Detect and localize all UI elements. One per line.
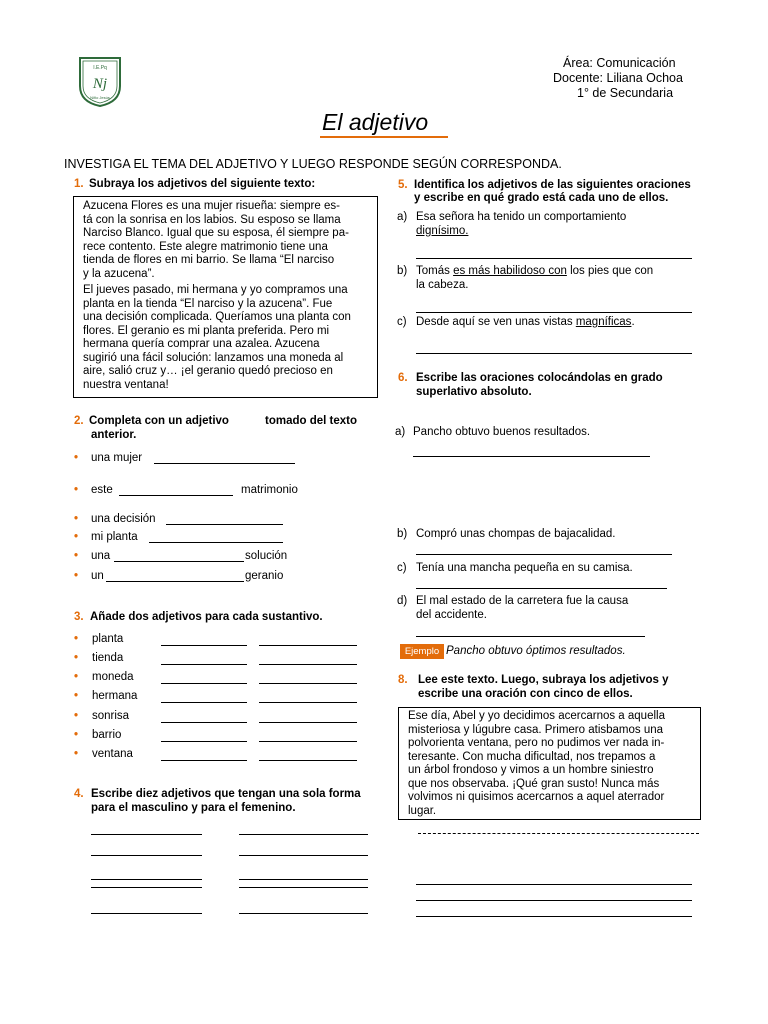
q3-noun: moneda bbox=[92, 671, 134, 683]
logo-monogram: Nj bbox=[92, 76, 108, 92]
answer-line[interactable] bbox=[161, 702, 247, 703]
q8-paragraph bbox=[408, 710, 692, 818]
q8-line: misteriosa y lúgubre casa. Primero atisbamos una bbox=[408, 723, 664, 736]
q6b-label: b) bbox=[397, 528, 408, 540]
q3-text: Añade dos adjetivos para cada sustantivo. bbox=[90, 611, 323, 623]
q6d-label: d) bbox=[397, 595, 408, 607]
q8-line: Ese día, Abel y yo decidimos acercarnos a aquella bbox=[408, 710, 665, 722]
bullet: • bbox=[74, 652, 79, 664]
q1-line: flores. El geranio es mi planta preferida. Pero mi bbox=[83, 324, 330, 337]
q1-line: El jueves pasado, mi hermana y yo compramos una bbox=[83, 284, 348, 296]
q5b-label: b) bbox=[397, 265, 408, 277]
q6a-label: a) bbox=[395, 426, 406, 438]
q6-line1: Escribe las oraciones colocándolas en grado bbox=[416, 372, 663, 384]
answer-line[interactable] bbox=[416, 884, 692, 885]
answer-line[interactable] bbox=[161, 741, 247, 742]
q3-noun: hermana bbox=[92, 690, 138, 702]
q5c-label: c) bbox=[397, 316, 407, 328]
q5b-sentence bbox=[416, 265, 653, 279]
q5a-underlined: dignísimo. bbox=[416, 225, 469, 237]
q8-line: que nos observaba. ¡Qué gran susto! Nunca más bbox=[408, 777, 660, 790]
answer-line[interactable] bbox=[161, 645, 247, 646]
q5-line1: Identifica los adjetivos de las siguientes oraciones bbox=[414, 179, 691, 191]
q8-number: 8. bbox=[398, 674, 408, 686]
answer-line[interactable] bbox=[259, 741, 357, 742]
q6c-text: Tenía una mancha pequeña en su camisa. bbox=[416, 562, 633, 574]
q4-line1: Escribe diez adjetivos que tengan una sola forma bbox=[91, 788, 361, 800]
bullet: • bbox=[74, 710, 79, 722]
q1-line: tienda de flores en mi barrio. Se llama “El narciso bbox=[83, 254, 335, 266]
q8-line: volvimos ni quisimos acercarnos a aquel aterrador bbox=[408, 791, 665, 803]
logo-top-text: I.E.Pq bbox=[93, 65, 107, 71]
q2-item-pre: mi planta bbox=[91, 531, 138, 543]
answer-line[interactable] bbox=[161, 722, 247, 723]
answer-line[interactable] bbox=[259, 702, 357, 703]
answer-line[interactable] bbox=[239, 913, 368, 914]
answer-line[interactable] bbox=[91, 887, 202, 888]
q8-line2: escribe una oración con cinco de ellos. bbox=[418, 688, 633, 700]
answer-line[interactable] bbox=[239, 834, 368, 835]
q1-line: sugirió una fácil solución: lanzamos una moneda al bbox=[83, 351, 344, 364]
answer-line[interactable] bbox=[416, 900, 692, 901]
answer-line[interactable] bbox=[416, 353, 692, 354]
q2-number: 2. bbox=[74, 415, 84, 427]
bullet: • bbox=[74, 633, 79, 645]
q2-item-pre: un bbox=[91, 570, 104, 582]
answer-line[interactable] bbox=[239, 887, 368, 888]
q2-item-post: solución bbox=[245, 550, 288, 562]
q5c-pre: Desde aquí se ven unas vistas bbox=[416, 316, 576, 328]
answer-line[interactable] bbox=[161, 760, 247, 761]
q1-number: 1. bbox=[74, 178, 84, 190]
q3-noun: ventana bbox=[92, 748, 133, 760]
q2-item-post: matrimonio bbox=[241, 484, 298, 496]
q5c-sentence bbox=[416, 316, 635, 330]
header-grado: 1° de Secundaria bbox=[577, 86, 674, 100]
bullet: • bbox=[74, 671, 79, 683]
q8-line: teresante. Con mucha dificultad, nos trepamos a bbox=[408, 750, 656, 763]
q1-line: Azucena Flores es una mujer risueña: siempre es- bbox=[83, 200, 340, 212]
q5a-text: Esa señora ha tenido un comportamiento bbox=[416, 211, 627, 223]
bullet: • bbox=[74, 570, 79, 582]
q8-line: polvorienta ventana, pero no pudimos ver nada in- bbox=[408, 737, 665, 749]
answer-line[interactable] bbox=[239, 855, 368, 856]
q1-line: planta en la tienda “El narciso y la azucena”. Fue bbox=[83, 297, 333, 310]
answer-line[interactable] bbox=[239, 879, 368, 880]
answer-line[interactable] bbox=[416, 636, 645, 637]
answer-line[interactable] bbox=[154, 463, 295, 464]
bullet: • bbox=[74, 452, 79, 464]
q3-noun: sonrisa bbox=[92, 710, 130, 722]
q6a-text: Pancho obtuvo buenos resultados. bbox=[413, 426, 591, 438]
q1-paragraph-2 bbox=[83, 284, 368, 392]
q6d-text: El mal estado de la carretera fue la causa bbox=[416, 595, 629, 607]
answer-line[interactable] bbox=[161, 664, 247, 665]
answer-line[interactable] bbox=[416, 916, 692, 917]
bullet: • bbox=[74, 513, 79, 525]
q5b-underlined: es más habilidoso con bbox=[453, 265, 567, 277]
q1-line: rece contento. Este alegre matrimonio tiene una bbox=[83, 240, 328, 253]
q5b-line2: la cabeza. bbox=[416, 279, 469, 291]
q6c-label: c) bbox=[397, 562, 407, 574]
q8-line1: Lee este texto. Luego, subraya los adjetivos y bbox=[418, 674, 669, 686]
q2-item-pre: una mujer bbox=[91, 452, 143, 464]
page-title: El adjetivo bbox=[322, 109, 429, 135]
bullet: • bbox=[74, 484, 79, 496]
q1-line: hermana quería comprar una azalea. Azucena bbox=[83, 338, 320, 350]
answer-line[interactable] bbox=[91, 855, 202, 856]
bullet: • bbox=[74, 729, 79, 741]
q3-number: 3. bbox=[74, 611, 84, 623]
q4-line2: para el masculino y para el femenino. bbox=[91, 802, 296, 814]
q1-line: nuestra ventana! bbox=[83, 378, 169, 391]
q2-item-pre: este bbox=[91, 484, 113, 496]
q5c-underlined: magníficas bbox=[575, 316, 632, 328]
q2-text-b: tomado del texto bbox=[265, 415, 358, 427]
answer-line[interactable] bbox=[91, 834, 202, 835]
answer-line[interactable] bbox=[106, 581, 244, 582]
answer-line[interactable] bbox=[259, 645, 357, 646]
q6d-text2: del accidente. bbox=[416, 609, 487, 621]
q2-item-pre: una decisión bbox=[91, 513, 156, 525]
q1-paragraph-1 bbox=[83, 200, 368, 281]
q3-noun: tienda bbox=[92, 652, 124, 664]
q2-text-a: Completa con un adjetivo bbox=[89, 415, 229, 427]
example-badge: Ejemplo bbox=[400, 644, 444, 659]
answer-line[interactable] bbox=[259, 664, 357, 665]
q5b-pre: Tomás bbox=[416, 265, 454, 277]
q1-line: Narciso Blanco. Igual que su esposa, él siempre pa- bbox=[83, 227, 349, 239]
answer-line[interactable] bbox=[416, 588, 667, 589]
q6-line2: superlativo absoluto. bbox=[416, 386, 532, 398]
answer-line[interactable] bbox=[166, 524, 283, 525]
q1-text: Subraya los adjetivos del siguiente texto: bbox=[89, 178, 316, 190]
q5-number: 5. bbox=[398, 179, 408, 191]
q2-item-post: geranio bbox=[245, 570, 284, 582]
bullet: • bbox=[74, 531, 79, 543]
answer-line[interactable] bbox=[91, 879, 202, 880]
q2-item-pre: una bbox=[91, 550, 111, 562]
header-docente: Docente: Liliana Ochoa bbox=[553, 71, 683, 85]
answer-line[interactable] bbox=[416, 312, 692, 313]
example-text: Pancho obtuvo óptimos resultados. bbox=[446, 645, 626, 657]
q1-line: una decisión complicada. Queríamos una planta con bbox=[83, 311, 351, 323]
answer-line[interactable] bbox=[259, 683, 357, 684]
title-underline bbox=[320, 136, 448, 138]
answer-line[interactable] bbox=[161, 683, 247, 684]
q8-line: lugar. bbox=[408, 804, 437, 817]
q5-line2: y escribe en qué grado está cada uno de ellos. bbox=[414, 192, 669, 204]
q6-number: 6. bbox=[398, 372, 408, 384]
header-area: Área: Comunicación bbox=[563, 56, 676, 70]
answer-line[interactable] bbox=[119, 495, 233, 496]
q1-line: aire, salió cruz y… ¡el geranio quedó precioso en bbox=[83, 365, 333, 377]
q6b-text: Compró unas chompas de bajacalidad. bbox=[416, 528, 616, 540]
answer-line[interactable] bbox=[416, 554, 672, 555]
answer-line[interactable] bbox=[259, 722, 357, 723]
answer-line[interactable] bbox=[91, 913, 202, 914]
school-logo bbox=[78, 56, 122, 108]
q3-noun: planta bbox=[92, 633, 124, 645]
q8-line: un árbol frondoso y vimos a un hombre siniestro bbox=[408, 764, 654, 776]
q5c-post: . bbox=[631, 316, 635, 328]
q2-text-c: anterior. bbox=[91, 429, 137, 441]
q3-noun: barrio bbox=[92, 729, 122, 741]
q5b-post: los pies que con bbox=[566, 265, 654, 277]
q1-line: tá con la sonrisa en los labios. Su esposo se llama bbox=[83, 213, 341, 226]
answer-line[interactable] bbox=[149, 542, 283, 543]
dashed-answer-line[interactable] bbox=[418, 833, 699, 834]
bullet: • bbox=[74, 748, 79, 760]
logo-bottom-text: Niño Jesús bbox=[90, 95, 110, 100]
main-instruction: INVESTIGA EL TEMA DEL ADJETIVO Y LUEGO RESPONDE SEGÚN CORRESPONDA. bbox=[64, 157, 562, 171]
answer-line[interactable] bbox=[413, 456, 650, 457]
q5a-label: a) bbox=[397, 211, 408, 223]
q1-line: y la azucena”. bbox=[83, 267, 155, 280]
bullet: • bbox=[74, 550, 79, 562]
answer-line[interactable] bbox=[259, 760, 357, 761]
bullet: • bbox=[74, 690, 79, 702]
answer-line[interactable] bbox=[416, 258, 692, 259]
q4-number: 4. bbox=[74, 788, 84, 800]
answer-line[interactable] bbox=[114, 561, 244, 562]
